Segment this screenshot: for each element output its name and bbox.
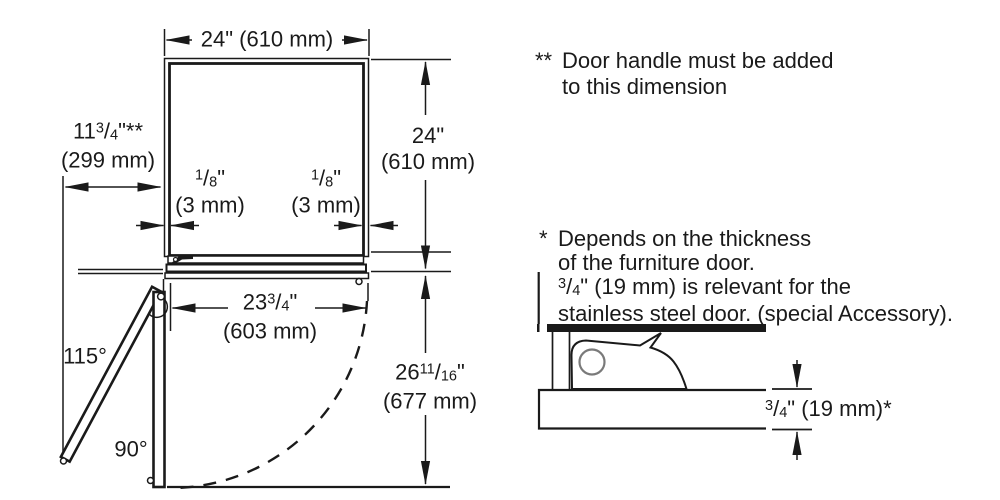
dim-label-gap-left [175,167,245,218]
dim-label-gap-right-inches: $^1$/8" [310,165,342,191]
dim-label-left-offset-metric: (299 mm) [60,147,156,173]
door-open-90 [148,292,165,487]
dim-label-gap-right-metric: (3 mm) [291,192,361,218]
door-closed-top-view [165,256,369,285]
dim-label-right-depth-metric: (610 mm) [380,149,476,174]
cabinet-cutout-outline [165,59,369,257]
furniture-door-panel [539,390,766,429]
note-door-handle-marker: ** [535,48,553,73]
dim-label-gap-left-metric: (3 mm) [175,192,245,218]
dim-label-door-width-inches: $23^3/4$" [242,289,298,315]
dim-label-panel-thickness: $^3$/4" (19 mm)* [765,396,892,421]
dim-label-left-offset [61,119,155,174]
note-door-thickness-line3: $^3$/4" (19 mm) is relevant for the [558,274,851,299]
dim-label-right-depth [381,123,475,175]
door-pin-right [356,279,362,285]
note-door-thickness-text: Depends on the thickness of the furniture door. $^3$/4" (19 mm) is relevant for the stainless steel door. (special Accessory). [558,226,953,326]
dim-label-right-depth-inches: 24" [411,123,445,148]
dim-label-left-offset-inches: $11^3/4"**$ [72,118,144,144]
angle-label-90: 90° [114,436,148,462]
dim-label-gap-right [291,167,361,218]
note-door-handle [535,48,834,100]
dim-label-clearance [383,360,477,415]
dim-label-gap-left-inches: $^1$/8" [194,165,226,191]
note-door-handle-text: Door handle must be added to this dimension [562,48,834,99]
hinge-pin-circle [580,350,605,375]
dim-label-top-width: 24" (610 mm) [200,26,334,52]
dim-label-door-width-metric: (603 mm) [222,318,318,344]
note-door-thickness-marker: * [539,226,548,251]
note-door-thickness [539,227,953,326]
dim-label-clearance-metric: (677 mm) [382,388,478,414]
dim-label-door-width [223,290,317,345]
angle-label-115: 115° [63,343,107,369]
dim-label-clearance-inches: $26^{11}/16$" [395,359,465,385]
